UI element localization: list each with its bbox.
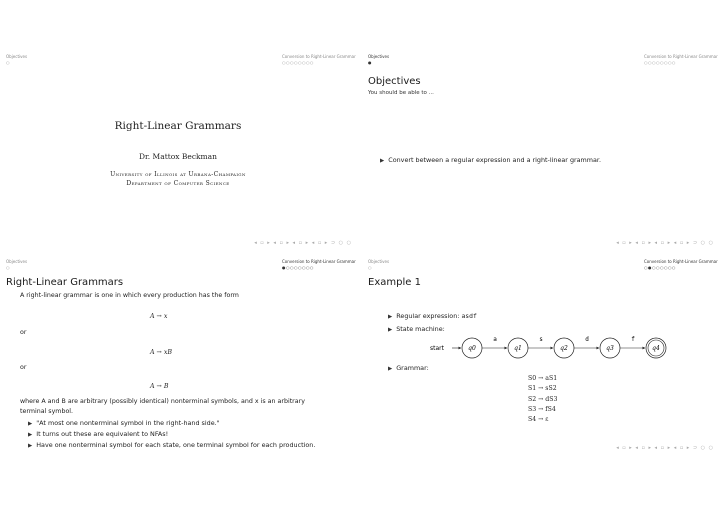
production-3: A → B (150, 383, 169, 390)
where-text: where A and B are arbitrary (possibly identical) nonterminal symbols, and x is an arbitrary (20, 398, 305, 405)
bullet-triangle-icon: ▶ (388, 327, 393, 333)
nav-dot: ● (368, 60, 372, 65)
nav-section-objectives[interactable]: Objectives (368, 54, 390, 59)
bullet-item: ▶ Have one nonterminal symbol for each state, one terminal symbol for each production. (28, 441, 316, 449)
slide-heading: Right-Linear Grammars (6, 277, 124, 288)
state-q3 (600, 338, 620, 358)
nav-section-conversion[interactable]: Conversion to Right-Linear Grammar (644, 54, 718, 59)
author: Dr. Mattox Beckman (139, 152, 217, 161)
where-text-2: terminal symbol. (20, 408, 74, 415)
edge-label-a: a (493, 336, 497, 343)
bullet-triangle-icon: ▶ (28, 421, 33, 427)
bullet-triangle-icon: ▶ (28, 432, 33, 438)
edge-label-s: s (539, 336, 543, 343)
grammar-rule: S3 → fS4 (528, 405, 556, 413)
edge-label-d: d (585, 336, 589, 343)
svg-text:q4: q4 (652, 345, 660, 352)
bullet-triangle-icon: ▶ (388, 366, 393, 372)
bullet-item: ▶ It turns out these are equivalent to NFAs! (28, 430, 169, 438)
svg-text:q1: q1 (514, 345, 522, 352)
beamer-nav-controls[interactable]: ◂ ▫ ▸ ◂ ▫ ▸ ◂ ▫ ▸ ◂ ▫ ▸ ⊃ ○ ○ (254, 240, 352, 246)
beamer-nav-controls[interactable]: ◂ ▫ ▸ ◂ ▫ ▸ ◂ ▫ ▸ ◂ ▫ ▸ ⊃ ○ ○ (616, 445, 714, 451)
state-q2 (554, 338, 574, 358)
state-q4-accepting (646, 338, 666, 358)
nav-section-conversion[interactable]: Conversion to Right-Linear Grammar (282, 259, 356, 264)
state-machine-diagram (422, 331, 718, 359)
slide-example (362, 255, 718, 455)
or-text: or (20, 329, 27, 336)
nav-dots: ○●○○○○○○ (644, 265, 676, 270)
slide-rlg-definition (0, 255, 356, 455)
grammar-rule: S0 → aS1 (528, 375, 558, 382)
nav-bar (362, 257, 718, 269)
bullet-item: ▶ State machine: (388, 325, 445, 333)
slide-heading: Objectives (368, 76, 421, 87)
nav-bar (362, 52, 718, 64)
nav-section-objectives[interactable]: Objectives (368, 259, 390, 264)
grammar-rule: S4 → ε (528, 416, 549, 424)
svg-text:q2: q2 (560, 345, 568, 352)
talk-title: Right-Linear Grammars (114, 120, 242, 132)
slide-heading: Example 1 (368, 277, 421, 288)
nav-bar (0, 257, 356, 269)
nav-dot: ○ (6, 265, 10, 270)
beamer-nav-controls[interactable]: ◂ ▫ ▸ ◂ ▫ ▸ ◂ ▫ ▸ ◂ ▫ ▸ ⊃ ○ ○ (616, 240, 714, 246)
bullet-item: ▶ Grammar: (388, 364, 429, 372)
bullet-item: ▶ Regular expression: asdf (388, 312, 477, 320)
production-1: A → x (150, 313, 168, 320)
svg-text:q0: q0 (468, 345, 476, 352)
nav-section-conversion[interactable]: Conversion to Right-Linear Grammar (644, 259, 718, 264)
state-q0 (462, 338, 482, 358)
nav-section-objectives[interactable]: Objectives (6, 259, 28, 264)
institution: University of Illinois at Urbana-Champaign (110, 171, 246, 178)
slide-subtitle: You should be able to ... (368, 90, 434, 96)
department: Department of Computer Science (126, 180, 230, 187)
grammar-rule: S2 → dS3 (528, 395, 558, 403)
grammar-rule: S1 → sS2 (528, 385, 557, 393)
nav-dot: ○ (6, 60, 10, 65)
state-q1 (508, 338, 528, 358)
slide-objectives (362, 50, 718, 250)
nav-section-conversion[interactable]: Conversion to Right-Linear Grammar (282, 54, 356, 59)
nav-dots: ○○○○○○○○ (644, 60, 676, 65)
nav-dots: ●○○○○○○○ (282, 265, 314, 270)
start-label: start (430, 345, 444, 352)
edge-label-f: f (631, 336, 635, 343)
bullet-triangle-icon: ▶ (388, 314, 393, 320)
grammar-productions (528, 374, 557, 425)
nav-dots: ○○○○○○○○ (282, 60, 314, 65)
or-text: or (20, 364, 27, 371)
bullet-item: ▶ Convert between a regular expression and a right-linear grammar. (380, 156, 601, 164)
nav-dot: ○ (368, 265, 372, 270)
definition-text: A right-linear grammar is one in which every production has the form (20, 292, 239, 299)
bullet-triangle-icon: ▶ (380, 158, 385, 164)
svg-text:q3: q3 (606, 345, 614, 352)
nav-bar (0, 52, 356, 64)
production-2: A → xB (150, 349, 173, 356)
bullet-item: ▶ "At most one nonterminal symbol in the right-hand side." (28, 419, 220, 427)
nav-section-objectives[interactable]: Objectives (6, 54, 28, 59)
slide-title-page (0, 50, 356, 250)
bullet-triangle-icon: ▶ (28, 443, 33, 449)
